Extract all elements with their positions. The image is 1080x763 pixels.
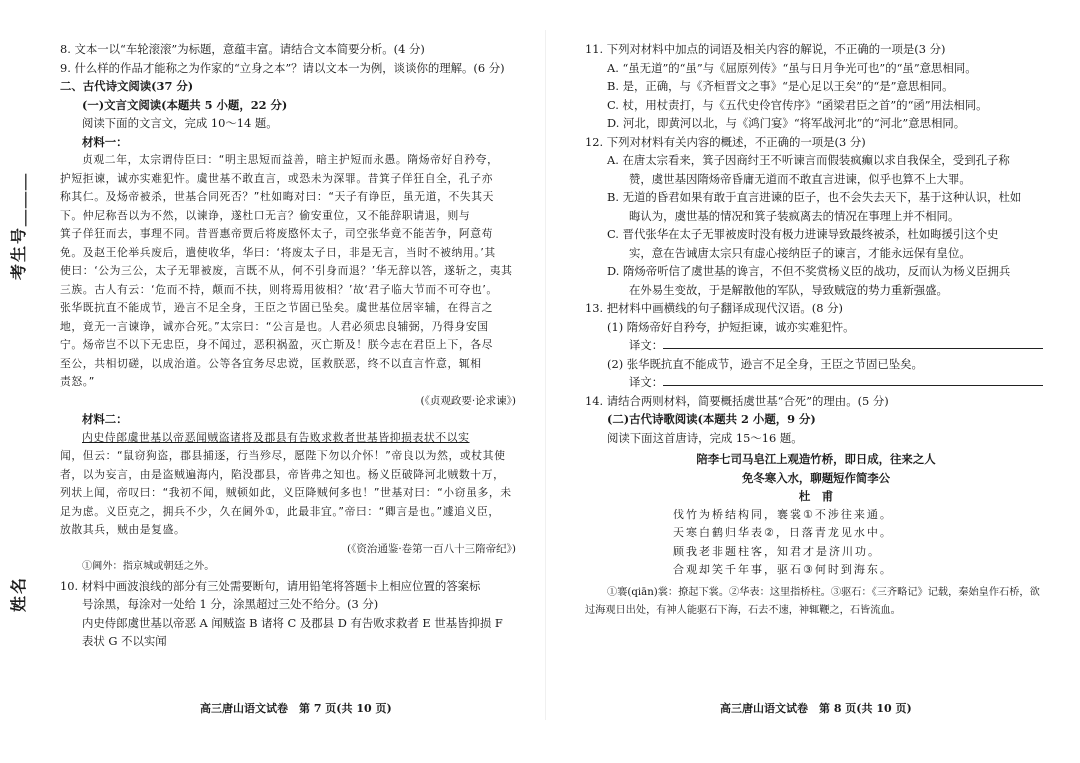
poem-line: 伐竹为桥结构同，褰裳①不涉往来通。 [673, 507, 893, 521]
material-2-label: 材料二： [82, 412, 128, 426]
material-1-label: 材料一： [82, 134, 128, 149]
passage-line: 地，竟无一言谏诤，诚亦合死。”太宗曰：“公言是也。人君必须忠良辅弼，乃得身安国 [60, 319, 489, 333]
passage-line: 责怒。” [60, 375, 95, 388]
source-citation: (《资治通鉴·卷第一百八十三隋帝纪》) [346, 542, 516, 555]
answer-blank[interactable] [663, 336, 1043, 349]
passage-line: 列状上闻，帝叹曰：“我初不闻，贼顿如此，义臣降贼何多也！”世基对曰：“小窃虽多，未 [60, 486, 512, 499]
poem-title-2: 免冬寒入水，聊题短作简李公 [741, 470, 891, 485]
passage-line: 护短拒谏，诚亦实难犯忤。虞世基不敢直言，或恐未为深罪。昔箕子佯狂自全，孔子亦 [60, 171, 494, 185]
passage-line: 贞观二年，太宗谓侍臣曰：“明主思短而益善，暗主护短而永愚。隋炀帝好自矜夸， [82, 153, 499, 166]
option-b-cont: 晦认为，虞世基的情况和箕子装疯离去的情况在事理上并不相同。 [629, 208, 960, 223]
section-heading: 二、古代诗文阅读(37 分) [60, 79, 194, 93]
question-12: 12. 下列对材料有关内容的概述，不正确的一项是(3 分) [585, 134, 866, 149]
poem-line: 天寒白鹤归华表②，日落青龙见水中。 [673, 526, 893, 539]
answer-choices-line: 内史侍郎虞世基以帝恶 A 闻贼盗 B 诸将 C 及郡县 D 有告败求救者 E 世基皆抑损 F [82, 615, 503, 630]
option-c: C. 晋代张华在太子无罪被废时没有极力进谏导致最终被杀，杜如晦援引这个史 [607, 227, 999, 241]
option-b: B. 无道的昏君如果有敢于直言进谏的臣子，也不会失去天下，基于这种认识，杜如 [607, 190, 1022, 204]
page-divider [545, 30, 546, 720]
instruction: 阅读下面的文言文，完成 10～14 题。 [82, 116, 278, 130]
passage-line: 至公，共相切磋，以成治道。公等各宜务尽忠谠，匡救朕恶，终不以直言忤意，辄相 [60, 356, 482, 370]
passage-line: 下。仲尼称吾以为不然，以谏诤，遂杜口无言？偷安重位，又不能辞职请退，则与 [60, 208, 471, 222]
subsection-heading: (二)古代诗歌阅读(本题共 2 小题，9 分) [607, 412, 816, 426]
option-b: B. 是，正确，与《齐桓晋文之事》“是心足以王矣”的“是”意思相同。 [607, 79, 954, 93]
question-11: 11. 下列对材料中加点的词语及相关内容的解说，不正确的一项是(3 分) [585, 42, 946, 56]
question-8: 8. 文本一以“车轮滚滚”为标题，意蕴丰富。请结合文本简要分析。(4 分) [60, 42, 425, 56]
page-7-footer: 高三唐山语文试卷 第 7 页(共 10 页) [200, 702, 392, 715]
translation-answer-2: 译文： [585, 373, 1047, 392]
passage-line: 足为虑。义臣克之，拥兵不少，久在阃外①，此最非宜。”帝曰：“卿言是也。”遽追义臣， [60, 504, 500, 518]
poem-title-1: 陪李七司马皂江上观造竹桥，即日成，往来之人 [696, 452, 936, 466]
translation-answer-1: 译文： [585, 336, 1047, 355]
question-14: 14. 请结合两则材料，简要概括虞世基“合死”的理由。(5 分) [585, 393, 889, 408]
passage-line: 者，以为妄言，由是盗贼遍海内，陷没郡县，帝皆弗之知也。杨义臣破降河北贼数十万， [60, 467, 505, 481]
poem-line: 合观却笑千年事，驱石③何时到海东。 [673, 563, 893, 576]
question-10-cont: 号涂黑，每涂对一处给 1 分，涂黑超过三处不给分。(3 分) [82, 597, 379, 611]
wavy-line-passage: 内史侍郎虞世基以帝恶闻贼盗诸将及郡县有告败求救者世基皆抑损表状不以实 [82, 430, 470, 444]
source-citation: (《贞观政要·论求谏》) [420, 394, 516, 407]
poem-notes: ①褰(qiān)裳：撩起下裳。②华表：这里指桥柱。③驱石：《三齐略记》记载，秦始皇作石桥，欲 [607, 586, 1040, 598]
answer-choices-line: 表状 G 不以实闻 [82, 634, 167, 648]
option-a: A. “虽无道”的“虽”与《屈原列传》“虽与日月争光可也”的“虽”意思相同。 [607, 60, 977, 75]
answer-blank[interactable] [663, 373, 1043, 386]
passage-line: 闻，但云：“鼠窃狗盗，郡县捕逐，行当殄尽，愿陛下勿以介怀！”帝良以为然，或杖其使 [60, 449, 506, 462]
passage-line: 称其仁。及炀帝被杀，世基合同死否？”杜如晦对曰：“天子有诤臣，虽无道，不失其天 [60, 190, 495, 203]
passage-line: 宁。炀帝岂不以下无忠臣，身不闻过，恶积祸盈，灭亡斯及！朕今志在君臣上下，各尽 [60, 338, 494, 351]
translation-item-1: (1) 隋炀帝好自矜夸，护短拒谏，诚亦实难犯忤。 [607, 319, 855, 334]
poet: 杜 甫 [798, 489, 834, 503]
option-a-cont: 赞，虞世基因隋炀帝昏庸无道而不敢直言进谏，似乎也算不上大罪。 [629, 171, 971, 186]
passage-line: 使曰：‘公为三公，太子无罪被废，言既不从，何不引身而退？’华无辞以答，遂斩之，夷其 [60, 264, 513, 277]
option-a: A. 在唐太宗看来，箕子因商纣王不听谏言而假装疯癫以求自我保全，受到孔子称 [607, 153, 1010, 167]
passage-line: 免。及赵王伦举兵废后，遣使收华，华曰：‘将废太子日，非是无言，当时不被纳用。’其 [60, 245, 496, 259]
name-label: 姓名 [9, 575, 28, 612]
page-7 [60, 40, 522, 651]
passage-line: 放散其兵，贼由是复盛。 [60, 523, 186, 536]
footnote: ①阃外：指京城或朝廷之外。 [82, 561, 215, 572]
translation-item-2: (2) 张华既抗直不能成节，逊言不足全身，王臣之节固已坠矣。 [607, 356, 923, 371]
option-d: D. 隋炀帝听信了虞世基的谗言，不但不奖赏杨义臣的战功，反而认为杨义臣拥兵 [607, 264, 1011, 278]
subsection-heading: (一)文言文阅读(本题共 5 小题，22 分) [82, 97, 288, 112]
option-c: C. 杖，用杖责打，与《五代史伶官传序》“函梁君臣之首”的“函”用法相同。 [607, 97, 988, 112]
page-8-footer: 高三唐山语文试卷 第 8 页(共 10 页) [720, 702, 912, 715]
poem-notes-cont: 过海观日出处，有神人能驱石下海，石去不速，神辄鞭之，石皆流血。 [585, 605, 901, 616]
option-c-cont: 实，意在告诫唐太宗只有虚心接纳臣子的谏言，才能永远保有皇位。 [629, 245, 971, 260]
question-10: 10. 材料中画波浪线的部分有三处需要断句，请用铅笔将答题卡上相应位置的答案标 [60, 578, 481, 593]
instruction: 阅读下面这首唐诗，完成 15～16 题。 [607, 430, 803, 445]
passage-line: 三族。古人有云：‘危而不持，颠而不扶，则将焉用彼相？’故‘君子临大节而不可夺也’。 [60, 282, 498, 296]
option-d-cont: 在外易生变故，于是解散他的军队，导致贼寇的势力重新强盛。 [629, 282, 948, 297]
question-13: 13. 把材料中画横线的句子翻译成现代汉语。(8 分) [585, 301, 843, 315]
passage-line: 箕子佯狂而去，事理不同。昔晋惠帝贾后将废愍怀太子，司空张华竟不能苦争，阿意苟 [60, 227, 494, 240]
option-d: D. 河北，即黄河以北，与《鸿门宴》“将军战河北”的“河北”意思相同。 [607, 116, 966, 130]
poem-line: 顾我老非题柱客，知君才是济川功。 [673, 544, 881, 558]
question-9: 9. 什么样的作品才能称之为作家的“立身之本”？请以文本一为例，谈谈你的理解。(6 分) [60, 60, 505, 75]
passage-line: 张华既抗直不能成节，逊言不足全身，王臣之节固已坠矣。虞世基位居宰辅，在得言之 [60, 301, 494, 314]
page-8 [585, 40, 1047, 621]
exam-number-label: 考生号＿＿＿ [9, 171, 28, 280]
